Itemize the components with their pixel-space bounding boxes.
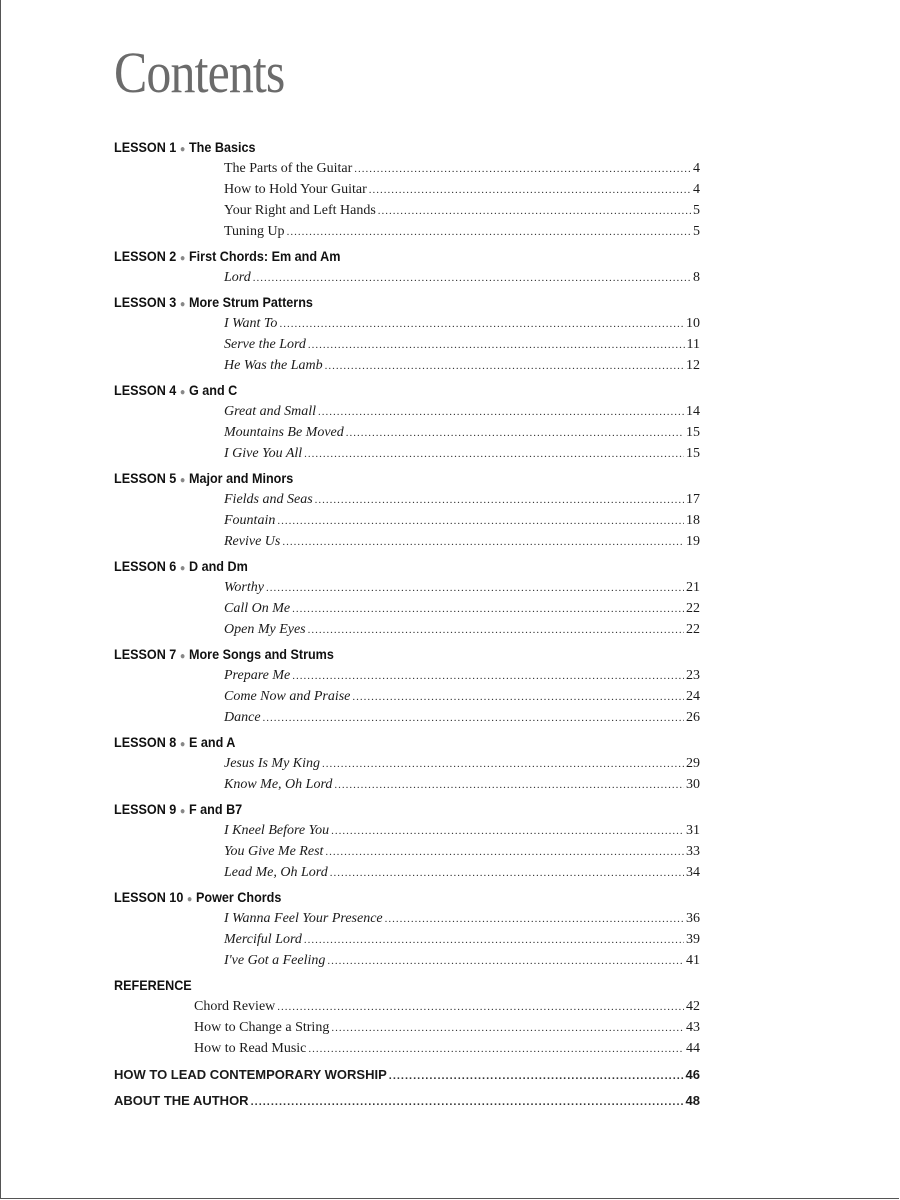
- entry-label: How to Hold Your Guitar: [224, 182, 367, 197]
- lesson-group: [114, 379, 700, 464]
- entry-page: 11: [686, 337, 700, 352]
- dot-leader: [331, 1018, 684, 1039]
- toc-entry-worship[interactable]: [114, 1062, 700, 1088]
- toc-entry[interactable]: [114, 707, 700, 728]
- entry-label: Great and Small: [224, 404, 317, 419]
- entry-page: 24: [686, 689, 700, 704]
- toc-entry[interactable]: [114, 753, 700, 774]
- toc-entry[interactable]: [114, 443, 700, 464]
- dot-leader: [277, 511, 684, 532]
- toc-entry[interactable]: [114, 355, 700, 376]
- lesson-group: [114, 555, 700, 640]
- toc-entry[interactable]: [114, 1038, 700, 1059]
- entry-page: 18: [686, 513, 700, 528]
- toc-entry[interactable]: [114, 267, 700, 288]
- entry-page: 48: [685, 1093, 700, 1108]
- entry-page: 44: [686, 1041, 700, 1056]
- dot-leader: [287, 222, 691, 243]
- entry-page: 21: [686, 580, 700, 595]
- dot-leader: [354, 159, 691, 180]
- entry-label: Lord: [224, 270, 251, 285]
- lesson-number: LESSON 9: [114, 801, 177, 817]
- lesson-name: E and A: [188, 734, 236, 750]
- bullet-icon: ●: [179, 739, 186, 750]
- entry-page: 10: [686, 316, 700, 331]
- dot-leader: [334, 775, 684, 796]
- dot-leader: [277, 997, 684, 1018]
- entry-label: I Kneel Before You: [224, 823, 330, 838]
- entry-page: 4: [693, 182, 700, 197]
- table-of-contents: [114, 136, 700, 1114]
- toc-entry[interactable]: [114, 929, 700, 950]
- entry-label: How to Read Music: [194, 1041, 307, 1056]
- dot-leader: [325, 356, 684, 377]
- toc-entry[interactable]: [114, 841, 700, 862]
- entry-label: He Was the Lamb: [224, 358, 323, 373]
- lesson-name: G and C: [188, 382, 238, 398]
- lesson-heading: [114, 467, 641, 489]
- bullet-icon: ●: [179, 806, 186, 817]
- entry-page: 26: [686, 710, 700, 725]
- lesson-number: LESSON 8: [114, 734, 177, 750]
- entry-page: 42: [686, 999, 700, 1014]
- dot-leader: [378, 201, 691, 222]
- entry-label: I Give You All: [224, 446, 303, 461]
- entry-page: 46: [685, 1067, 700, 1082]
- entry-label: Know Me, Oh Lord: [224, 777, 333, 792]
- lesson-heading: [114, 886, 641, 908]
- entry-label: Tuning Up: [224, 224, 285, 239]
- lesson-group: [114, 643, 700, 728]
- dot-leader: [331, 821, 684, 842]
- toc-entry[interactable]: [114, 820, 700, 841]
- lesson-heading: [114, 291, 641, 313]
- toc-entry[interactable]: [114, 862, 700, 883]
- lesson-number: LESSON 4: [114, 382, 177, 398]
- lesson-name: Power Chords: [195, 889, 282, 905]
- entry-label: Merciful Lord: [224, 932, 302, 947]
- entry-label: Revive Us: [224, 534, 281, 549]
- entry-page: 36: [686, 911, 700, 926]
- entry-page: 5: [693, 203, 700, 218]
- dot-leader: [308, 335, 685, 356]
- toc-entry[interactable]: [114, 686, 700, 707]
- entry-page: 4: [693, 161, 700, 176]
- toc-entry[interactable]: [114, 531, 700, 552]
- dot-leader: [282, 532, 684, 553]
- reference-heading: REFERENCE: [114, 977, 192, 993]
- lesson-heading: [114, 555, 641, 577]
- lesson-name: First Chords: Em and Am: [188, 248, 341, 264]
- lesson-heading: [114, 643, 641, 665]
- dot-leader: [322, 754, 684, 775]
- entry-page: 39: [686, 932, 700, 947]
- lesson-number: LESSON 10: [114, 889, 184, 905]
- entry-label: Lead Me, Oh Lord: [224, 865, 328, 880]
- dot-leader: [266, 578, 684, 599]
- toc-entry[interactable]: [114, 221, 700, 242]
- lesson-group: [114, 245, 700, 288]
- entry-label: Call On Me: [224, 601, 291, 616]
- toc-entry[interactable]: [114, 619, 700, 640]
- dot-leader: [308, 1039, 684, 1060]
- lesson-name: D and Dm: [188, 558, 248, 574]
- lesson-heading: [114, 379, 641, 401]
- bullet-icon: ●: [186, 894, 193, 905]
- bullet-icon: ●: [179, 144, 186, 155]
- dot-leader: [352, 687, 684, 708]
- entry-page: 29: [686, 756, 700, 771]
- lesson-name: Major and Minors: [188, 470, 294, 486]
- lesson-name: The Basics: [188, 139, 256, 155]
- entry-page: 22: [686, 622, 700, 637]
- lesson-group: [114, 798, 700, 883]
- toc-entry-author[interactable]: [114, 1088, 700, 1114]
- toc-entry[interactable]: [114, 1017, 700, 1038]
- entry-label: Fields and Seas: [224, 492, 313, 507]
- dot-leader: [318, 402, 684, 423]
- dot-leader: [325, 842, 684, 863]
- entry-page: 17: [686, 492, 700, 507]
- entry-label: Open My Eyes: [224, 622, 306, 637]
- entry-label: Fountain: [224, 513, 276, 528]
- lesson-number: LESSON 1: [114, 139, 177, 155]
- lesson-group: [114, 886, 700, 971]
- entry-label: Your Right and Left Hands: [224, 203, 376, 218]
- lesson-heading: [114, 798, 641, 820]
- entry-page: 33: [686, 844, 700, 859]
- entry-page: 14: [686, 404, 700, 419]
- dot-leader: [346, 423, 684, 444]
- toc-entry[interactable]: [114, 510, 700, 531]
- entry-label: Come Now and Praise: [224, 689, 351, 704]
- lesson-group: [114, 467, 700, 552]
- entry-label: Serve the Lord: [224, 337, 306, 352]
- entry-page: 5: [693, 224, 700, 239]
- toc-entry[interactable]: [114, 158, 700, 179]
- dot-leader: [292, 599, 684, 620]
- toc-entry[interactable]: [114, 401, 700, 422]
- dot-leader: [327, 951, 684, 972]
- reference-group: [114, 974, 700, 1059]
- lesson-name: F and B7: [188, 801, 243, 817]
- bullet-icon: ●: [179, 475, 186, 486]
- entry-page: 31: [686, 823, 700, 838]
- entry-label: ABOUT THE AUTHOR: [114, 1093, 249, 1108]
- lesson-number: LESSON 7: [114, 646, 177, 662]
- entry-label: You Give Me Rest: [224, 844, 324, 859]
- entry-label: The Parts of the Guitar: [224, 161, 353, 176]
- dot-leader: [304, 444, 684, 465]
- entry-page: 30: [686, 777, 700, 792]
- entry-page: 12: [686, 358, 700, 373]
- toc-entry[interactable]: [114, 422, 700, 443]
- page-title: Contents: [114, 40, 285, 105]
- bullet-icon: ●: [179, 651, 186, 662]
- lesson-group: [114, 291, 700, 376]
- toc-entry[interactable]: [114, 598, 700, 619]
- bullet-icon: ●: [179, 387, 186, 398]
- entry-label: I Want To: [224, 316, 278, 331]
- dot-leader: [251, 1089, 684, 1115]
- toc-entry[interactable]: [114, 908, 700, 929]
- entry-label: I've Got a Feeling: [224, 953, 326, 968]
- entry-label: Prepare Me: [224, 668, 291, 683]
- entry-label: I Wanna Feel Your Presence: [224, 911, 383, 926]
- toc-entry[interactable]: [114, 489, 700, 510]
- dot-leader: [263, 708, 684, 729]
- entry-page: 15: [686, 446, 700, 461]
- toc-entry[interactable]: [114, 313, 700, 334]
- entry-label: Mountains Be Moved: [224, 425, 344, 440]
- lesson-heading: [114, 245, 641, 267]
- entry-label: Jesus Is My King: [224, 756, 321, 771]
- entry-page: 15: [686, 425, 700, 440]
- entry-page: 22: [686, 601, 700, 616]
- lesson-heading: [114, 731, 641, 753]
- dot-leader: [369, 180, 691, 201]
- entry-label: How to Change a String: [194, 1020, 330, 1035]
- lesson-name: More Songs and Strums: [188, 646, 334, 662]
- dot-leader: [389, 1063, 684, 1089]
- toc-entry[interactable]: [114, 200, 700, 221]
- entry-page: 23: [686, 668, 700, 683]
- dot-leader: [292, 666, 684, 687]
- lesson-heading: [114, 136, 641, 158]
- lesson-number: LESSON 2: [114, 248, 177, 264]
- toc-entry[interactable]: [114, 996, 700, 1017]
- dot-leader: [308, 620, 684, 641]
- dot-leader: [253, 268, 691, 289]
- entry-page: 8: [693, 270, 700, 285]
- lesson-number: LESSON 6: [114, 558, 177, 574]
- entry-page: 34: [686, 865, 700, 880]
- dot-leader: [304, 930, 684, 951]
- toc-entry[interactable]: [114, 950, 700, 971]
- toc-entry[interactable]: [114, 774, 700, 795]
- entry-label: HOW TO LEAD CONTEMPORARY WORSHIP: [114, 1067, 387, 1082]
- lesson-group: [114, 731, 700, 795]
- toc-entry[interactable]: [114, 665, 700, 686]
- entry-label: Worthy: [224, 580, 264, 595]
- bullet-icon: ●: [179, 563, 186, 574]
- dot-leader: [330, 863, 684, 884]
- toc-entry[interactable]: [114, 179, 700, 200]
- toc-entry[interactable]: [114, 334, 700, 355]
- dot-leader: [315, 490, 684, 511]
- entry-label: Dance: [224, 710, 261, 725]
- entry-label: Chord Review: [194, 999, 276, 1014]
- lesson-number: LESSON 5: [114, 470, 177, 486]
- bullet-icon: ●: [179, 299, 186, 310]
- entry-page: 43: [686, 1020, 700, 1035]
- lesson-name: More Strum Patterns: [188, 294, 313, 310]
- lesson-number: LESSON 3: [114, 294, 177, 310]
- entry-page: 19: [686, 534, 700, 549]
- bullet-icon: ●: [179, 253, 186, 264]
- dot-leader: [385, 909, 684, 930]
- dot-leader: [279, 314, 684, 335]
- entry-page: 41: [686, 953, 700, 968]
- lesson-group: [114, 136, 700, 242]
- toc-entry[interactable]: [114, 577, 700, 598]
